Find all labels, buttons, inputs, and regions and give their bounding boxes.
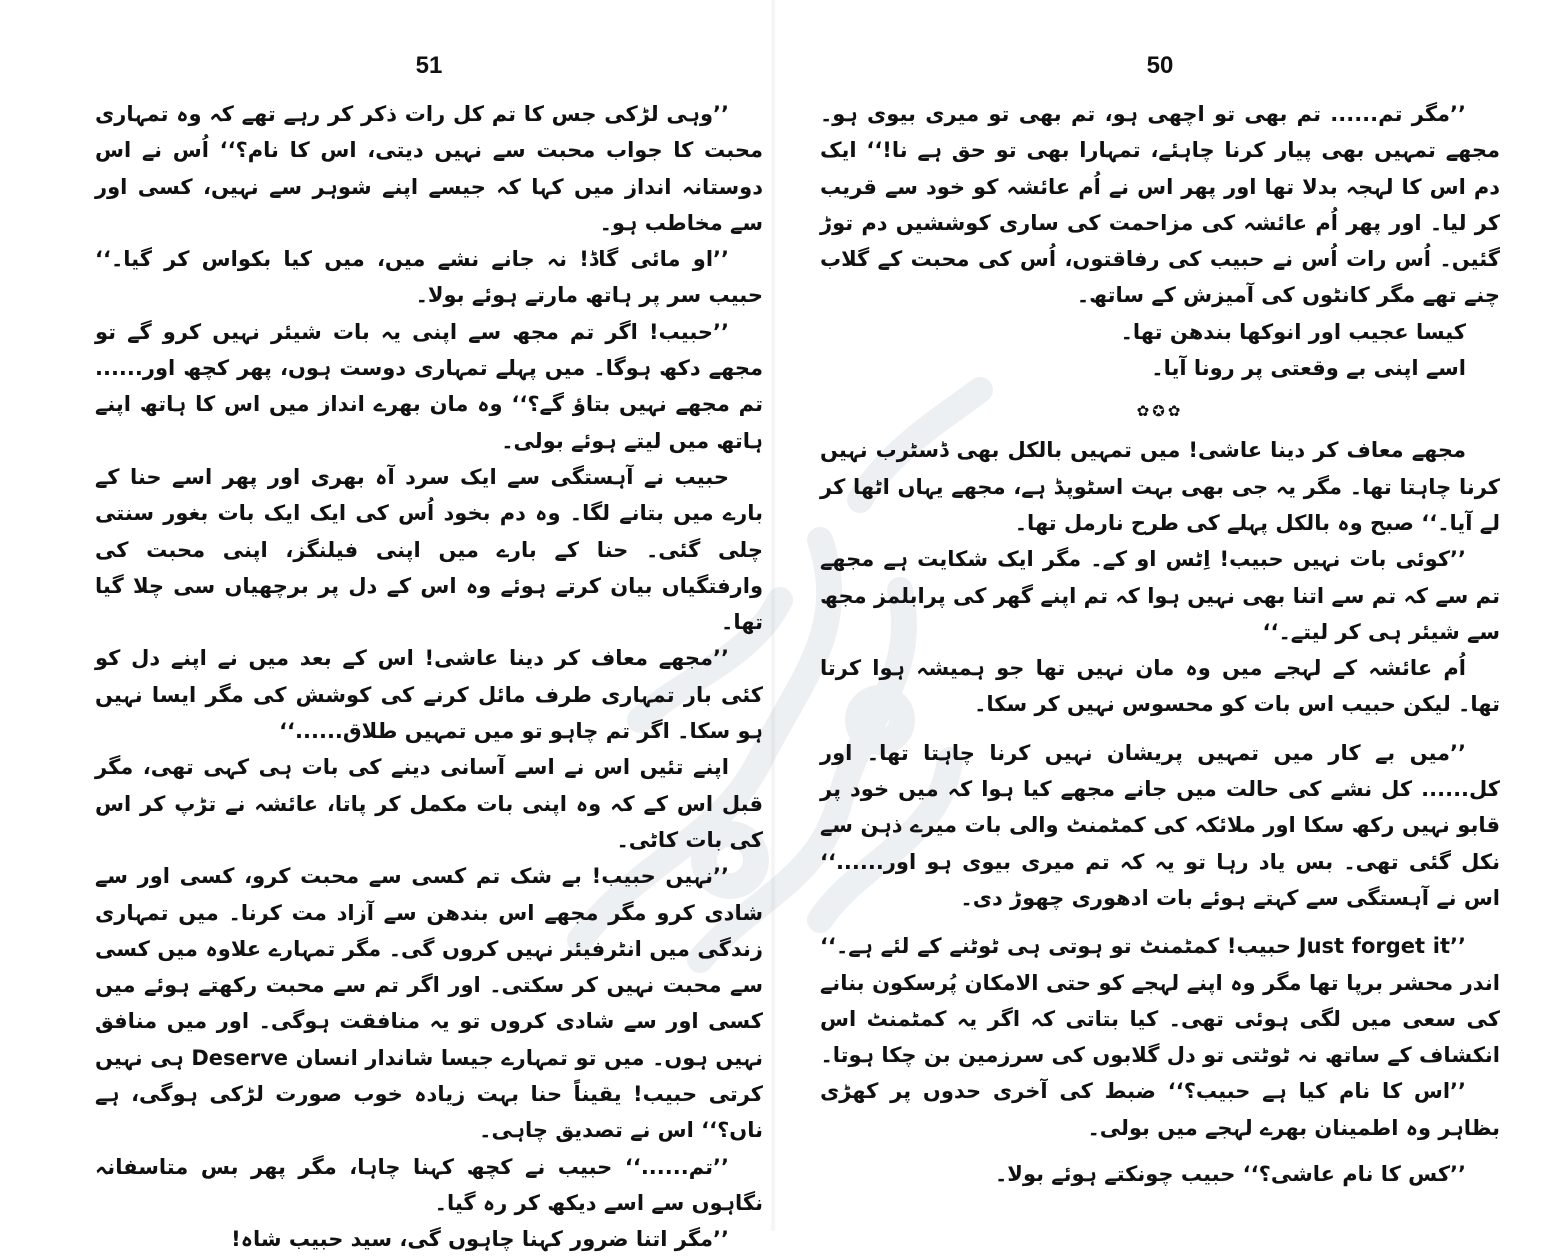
paragraph: ’’وہی لڑکی جس کا تم کل رات ذکر کر رہے تھے کہ وہ تمہاری محبت کا جواب محبت سے نہیں دیتی، اس کا نام؟‘‘ اُس نے اس دوستانہ انداز میں کہا کہ جیسے اپنے شوہر سے نہیں، کسی اور سے مخاطب ہو۔ bbox=[95, 102, 763, 235]
right-page bbox=[820, 0, 1500, 1231]
paragraph: کیسا عجیب اور انوکھا بندھن تھا۔ bbox=[1120, 319, 1466, 344]
left-page-text bbox=[95, 96, 763, 1258]
paragraph: ’’مجھے معاف کر دینا عاشی! اس کے بعد میں نے اپنے دل کو کئی بار تمہاری طرف مائل کرنے کی کوشش کی مگر ایسا نہیں ہو سکا۔ اگر تم چاہو تو میں تمہیں طلاق......‘‘ bbox=[95, 646, 763, 744]
right-page-text bbox=[820, 96, 1500, 1192]
section-break-ornament: ✿✪✿ bbox=[1136, 402, 1184, 421]
paragraph: ’’مگر تم...... تم بھی تو اچھی ہو، تم بھی تو میری بیوی ہو۔ مجھے تمہیں بھی پیار کرنا چاہئے، تمہارا بھی تو حق ہے نا!‘‘ ایک دم اس کا لہجہ بدلا تھا اور پھر اس نے اُم عائشہ کو خود سے قریب کر لیا۔ اور پھر اُم عائشہ کی مزاحمت کی ساری کوششیں دم توڑ گئیں۔ اُس رات اُس نے حبیب کی رفاقتوں، اُس کی محبت کے گلاب چنے تھے مگر کانٹوں کی آمیزش کے ساتھ۔ bbox=[820, 102, 1500, 308]
paragraph: اُم عائشہ کے لہجے میں وہ مان نہیں تھا جو ہمیشہ ہوا کرتا تھا۔ لیکن حبیب اس بات کو محسوس نہیں کر سکا۔ bbox=[820, 656, 1500, 717]
paragraph: ’’میں بے کار میں تمہیں پریشان نہیں کرنا چاہتا تھا۔ اور کل...... کل نشے کی حالت میں جانے مجھے کیا ہوا کہ میں خود پر قابو نہیں رکھ سکا اور ملائکہ کی کمٹمنٹ والی بات میرے ذہن سے نکل گئی تھی۔ بس یاد رہا تو یہ کہ تم میری بیوی ہو اور......‘‘ اس نے آہستگی سے کہتے ہوئے بات ادھوری چھوڑ دی۔ bbox=[820, 740, 1500, 910]
paragraph: مجھے معاف کر دینا عاشی! میں تمہیں بالکل بھی ڈسٹرب نہیں کرنا چاہتا تھا۔ مگر یہ جی بھی بہت اسٹوپڈ ہے، مجھے یہاں اٹھا کر لے آیا۔‘‘ صبح وہ بالکل پہلے کی طرح نارمل تھا۔ bbox=[820, 438, 1500, 535]
paragraph: اپنے تئیں اس نے اسے آسانی دینے کی بات ہی کہی تھی، مگر قبل اس کے کہ وہ اپنی بات مکمل کر پاتا، عائشہ نے تڑپ کر اس کی بات کاٹی۔ bbox=[95, 755, 763, 852]
gutter bbox=[770, 0, 776, 1231]
paragraph: ’’او مائی گاڈ! نہ جانے نشے میں، میں کیا بکواس کر گیا۔‘‘ حبیب سر پر ہاتھ مارتے ہوئے بولا۔ bbox=[95, 247, 763, 308]
paragraph: حبیب نے آہستگی سے ایک سرد آہ بھری اور پھر اسے حنا کے بارے میں بتانے لگا۔ وہ دم بخود اُس کی ایک ایک بات بغور سنتی چلی گئی۔ حنا کے بارے میں اپنی فیلنگز، اپنی محبت کی وارفتگیاں بیان کرتے ہوئے وہ اس کے دل پر برچھیاں سی چلا گیا تھا۔ bbox=[95, 464, 763, 635]
paragraph: ’’کس کا نام عاشی؟‘‘ حبیب چونکتے ہوئے بولا۔ bbox=[995, 1162, 1466, 1187]
paragraph: ’’Just forget it حبیب! کمٹمنٹ تو ہوتی ہی ٹوٹنے کے لئے ہے۔‘‘ اندر محشر برپا تھا مگر وہ اپنے لہجے کو حتی الامکان پُرسکون بنانے کی سعی میں لگی ہوئی تھی۔ کیا بتاتی کہ اگر یہ کمٹمنٹ اس انکشاف کے ساتھ نہ ٹوٹتی تو دل گلابوں کی سرزمین بن چکا ہوتا۔ bbox=[820, 934, 1500, 1068]
paragraph: ’’حبیب! اگر تم مجھ سے اپنی یہ بات شیئر نہیں کرو گے تو مجھے دکھ ہوگا۔ میں پہلے تمہاری دوست ہوں، پھر کچھ اور...... تم مجھے نہیں بتاؤ گے؟‘‘ وہ مان بھرے انداز میں اس کا ہاتھ اپنے ہاتھ میں لیتے ہوئے بولی۔ bbox=[95, 319, 763, 453]
paragraph: ’’نہیں حبیب! بے شک تم کسی سے محبت کرو، کسی اور سے شادی کرو مگر مجھے اس بندھن سے آزاد مت کرنا۔ میں تمہاری زندگی میں انٹرفیئر نہیں کروں گی۔ مگر تمہارے علاوہ میں کسی سے محبت نہیں کر سکتی۔ اور اگر تم سے محبت رکھتے ہوئے میں کسی اور سے شادی کروں تو یہ منافقت ہوگی۔ اور میں منافق نہیں ہوں۔ میں تو تمہارے جیسا شاندار انسان Deserve ہی نہیں کرتی حبیب! یقیناً حنا بہت زیادہ خوب صورت لڑکی ہوگی، ہے ناں؟‘‘ اس نے تصدیق چاہی۔ bbox=[95, 864, 763, 1143]
left-page bbox=[95, 0, 763, 1252]
paragraph: اسے اپنی بے وقعتی پر رونا آیا۔ bbox=[1151, 356, 1466, 381]
paragraph: ’’کوئی بات نہیں حبیب! اِٹس او کے۔ مگر ایک شکایت ہے مجھے تم سے کہ تم سے اتنا بھی نہیں ہوا کہ تم اپنے گھر کی پرابلمز مجھ سے شیئر ہی کر لیتے۔‘‘ bbox=[820, 547, 1500, 644]
page-number-51: 51 bbox=[415, 52, 443, 79]
paragraph: ’’اس کا نام کیا ہے حبیب؟‘‘ ضبط کی آخری حدوں پر کھڑی بظاہر وہ اطمینان بھرے لہجے میں بولی۔ bbox=[820, 1079, 1500, 1140]
paragraph: ’’مگر اتنا ضرور کہنا چاہوں گی، سید حبیب شاہ! bbox=[231, 1227, 729, 1252]
page-number-50: 50 bbox=[1146, 52, 1174, 79]
paragraph: ’’تم......‘‘ حبیب نے کچھ کہنا چاہا، مگر پھر بس متاسفانہ نگاہوں سے اسے دیکھ کر رہ گیا۔ bbox=[95, 1154, 763, 1215]
